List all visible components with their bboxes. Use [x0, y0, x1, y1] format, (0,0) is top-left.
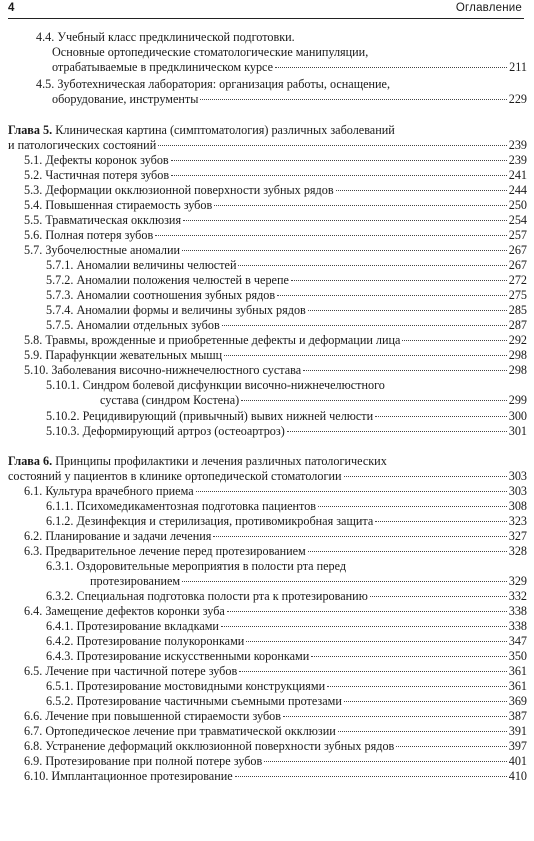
chapter-title-text: Принципы профилактики и лечения различных патологических: [52, 454, 387, 468]
toc-page-number: 211: [509, 60, 527, 74]
dot-leader: [291, 280, 507, 281]
toc-entry[interactable]: [0, 288, 534, 302]
dot-leader: [158, 145, 506, 146]
toc-page-number: 328: [508, 544, 527, 558]
toc-page-number: 323: [508, 514, 527, 528]
dot-leader: [375, 416, 507, 417]
dot-leader: [287, 431, 507, 432]
dot-leader: [196, 491, 507, 492]
dot-leader: [277, 295, 507, 296]
toc-entry[interactable]: [0, 92, 534, 106]
dot-leader: [318, 506, 507, 507]
toc-page-number: 241: [508, 168, 527, 182]
dot-leader: [235, 776, 507, 777]
toc-title-text: 6.5.2. Протезирование частичными съемными протезами: [46, 694, 342, 708]
toc-entry[interactable]: [0, 138, 534, 152]
toc-page-number: 275: [508, 288, 527, 302]
toc-page-number: 338: [508, 604, 527, 618]
toc-title-text: 5.10.1. Синдром болевой дисфункции височно-нижнечелюстного: [46, 378, 385, 392]
toc-entry[interactable]: [0, 228, 534, 242]
toc-entry[interactable]: [0, 183, 534, 197]
toc-page-number: 369: [508, 694, 527, 708]
toc-page-number: 401: [508, 754, 527, 768]
toc-entry[interactable]: [0, 348, 534, 362]
toc-page-number: 301: [508, 424, 527, 438]
toc-title-text: 5.4. Повышенная стираемость зубов: [24, 198, 213, 212]
toc-page-number: 250: [508, 198, 527, 212]
toc-entry[interactable]: [0, 333, 534, 347]
toc-page-number: 292: [508, 333, 527, 347]
dot-leader: [375, 521, 506, 522]
chapter-label: Глава 5.: [8, 123, 53, 137]
page-number: 4: [8, 2, 15, 14]
toc-entry[interactable]: [0, 619, 534, 633]
toc-page-number: 257: [508, 228, 527, 242]
toc-entry[interactable]: [0, 198, 534, 212]
dot-leader: [171, 175, 507, 176]
toc-entry[interactable]: [0, 529, 534, 543]
toc-title-text: и патологических состояний: [8, 138, 157, 152]
toc-title-text: 6.1.1. Психомедикаментозная подготовка пациентов: [46, 499, 317, 513]
toc-title-text: 6.3. Предварительное лечение перед протезированием: [24, 544, 306, 558]
dot-leader: [311, 656, 506, 657]
toc-entry[interactable]: [0, 544, 534, 558]
toc-title-text: оборудование, инструменты: [52, 92, 199, 106]
dot-leader: [222, 325, 507, 326]
toc-title-text: 5.3. Деформации окклюзионной поверхности зубных рядов: [24, 183, 334, 197]
toc-entry[interactable]: [0, 679, 534, 693]
dot-leader: [336, 190, 507, 191]
toc-title-text: 6.2. Планирование и задачи лечения: [24, 529, 212, 543]
toc-title-text: 6.6. Лечение при повышенной стираемости зубов: [24, 709, 282, 723]
toc-title-text: 6.10. Имплантационное протезирование: [24, 769, 233, 783]
dot-leader: [344, 476, 507, 477]
toc-entry[interactable]: [0, 589, 534, 603]
chapter-label: Глава 6.: [8, 454, 53, 468]
toc-title-text: 5.9. Парафункции жевательных мышц: [24, 348, 223, 362]
toc-line: [0, 559, 534, 573]
dot-leader: [182, 581, 507, 582]
dot-leader: [238, 265, 506, 266]
dot-leader: [275, 67, 507, 68]
toc-page-number: 338: [508, 619, 527, 633]
toc-page-number: 285: [508, 303, 527, 317]
toc-title-text: 5.6. Полная потеря зубов: [24, 228, 154, 242]
toc-entry[interactable]: [0, 484, 534, 498]
toc-title-text: 5.7. Зубочелюстные аномалии: [24, 243, 181, 257]
toc-title-text: 5.10.3. Деформирующий артроз (остеоартроз): [46, 424, 285, 438]
dot-leader: [396, 746, 506, 747]
toc-title-text: 4.4. Учебный класс предклинической подготовки.: [36, 30, 295, 44]
toc-page-number: 229: [508, 92, 527, 106]
toc-page-number: 361: [508, 679, 527, 693]
dot-leader: [303, 370, 507, 371]
dot-leader: [239, 671, 506, 672]
toc-title-text: 5.2. Частичная потеря зубов: [24, 168, 170, 182]
toc-title-text: 6.5.1. Протезирование мостовидными конструкциями: [46, 679, 326, 693]
toc-title-text: 6.4.3. Протезирование искусственными коронками: [46, 649, 310, 663]
toc-title-text: 5.7.1. Аномалии величины челюстей: [46, 258, 237, 272]
toc-title-text: 5.10. Заболевания височно-нижнечелюстного сустава: [24, 363, 302, 377]
toc-title-text: отрабатываемые в предклиническом курсе: [52, 60, 274, 74]
toc-entry[interactable]: [0, 424, 534, 438]
toc-page-number: 298: [508, 363, 527, 377]
dot-leader: [227, 611, 507, 612]
toc-entry[interactable]: [0, 60, 534, 74]
toc-page-number: 239: [508, 138, 527, 152]
dot-leader: [155, 235, 507, 236]
toc-page-number: 410: [508, 769, 527, 783]
toc-entry[interactable]: [0, 318, 534, 332]
toc-page-number: 303: [508, 484, 527, 498]
toc-page-number: 287: [508, 318, 527, 332]
dot-leader: [182, 250, 507, 251]
toc-entry[interactable]: [0, 694, 534, 708]
toc-title-text: 5.1. Дефекты коронок зубов: [24, 153, 169, 167]
toc-title-text: 5.7.2. Аномалии положения челюстей в черепе: [46, 273, 289, 287]
toc-page-number: 244: [508, 183, 527, 197]
dot-leader: [214, 205, 506, 206]
toc-entry[interactable]: [0, 469, 534, 483]
dot-leader: [241, 400, 507, 401]
toc-title-text: сустава (синдром Костена): [100, 393, 240, 407]
toc-line: [0, 45, 534, 59]
toc-title-text: 5.7.3. Аномалии соотношения зубных рядов: [46, 288, 276, 302]
toc-page-number: 387: [508, 709, 527, 723]
toc-title-text: 6.1.2. Дезинфекция и стерилизация, противомикробная защита: [46, 514, 374, 528]
dot-leader: [402, 340, 506, 341]
dot-leader: [221, 626, 507, 627]
dot-leader: [283, 716, 507, 717]
toc-entry[interactable]: [0, 303, 534, 317]
toc-entry[interactable]: [0, 258, 534, 272]
dot-leader: [308, 551, 507, 552]
toc-title-text: 6.9. Протезирование при полной потере зубов: [24, 754, 263, 768]
toc-page-number: 329: [508, 574, 527, 588]
toc-title-text: 6.1. Культура врачебного приема: [24, 484, 194, 498]
toc-page-number: 300: [508, 409, 527, 423]
dot-leader: [224, 355, 507, 356]
toc-title-text: 6.3.1. Оздоровительные мероприятия в полости рта перед: [46, 559, 347, 573]
toc-page-number: 303: [508, 469, 527, 483]
dot-leader: [171, 160, 507, 161]
toc-page-number: 397: [508, 739, 527, 753]
toc-page-number: 327: [508, 529, 527, 543]
toc-line: [0, 30, 534, 44]
toc-title-text: 5.10.2. Рецидивирующий (привычный) вывих нижней челюсти: [46, 409, 374, 423]
toc-entry[interactable]: [0, 664, 534, 678]
toc-entry[interactable]: [0, 363, 534, 377]
toc-entry[interactable]: [0, 754, 534, 768]
toc-entry[interactable]: [0, 769, 534, 783]
toc-line: [0, 77, 534, 91]
dot-leader: [338, 731, 507, 732]
header-title: Оглавление: [455, 2, 522, 14]
dot-leader: [213, 536, 506, 537]
toc-entry[interactable]: [0, 499, 534, 513]
toc-page-number: 298: [508, 348, 527, 362]
toc-page-number: 308: [508, 499, 527, 513]
toc-title-text: 5.7.5. Аномалии отдельных зубов: [46, 318, 220, 332]
dot-leader: [327, 686, 507, 687]
toc-entry[interactable]: [0, 213, 534, 227]
toc-page-number: 332: [508, 589, 527, 603]
toc-page-number: 267: [508, 243, 527, 257]
toc-entry[interactable]: [0, 168, 534, 182]
toc-page-number: 361: [508, 664, 527, 678]
toc-page-number: 347: [508, 634, 527, 648]
dot-leader: [344, 701, 507, 702]
dot-leader: [308, 310, 507, 311]
toc-title-text: 6.8. Устранение деформаций окклюзионной поверхности зубных рядов: [24, 739, 395, 753]
dot-leader: [183, 220, 507, 221]
chapter-heading: [0, 454, 534, 468]
toc-entry[interactable]: [0, 604, 534, 618]
toc-entry[interactable]: [0, 409, 534, 423]
toc-page-number: 299: [508, 393, 527, 407]
dot-leader: [200, 99, 506, 100]
toc-entry[interactable]: [0, 574, 534, 588]
toc-title-text: 6.7. Ортопедическое лечение при травматической окклюзии: [24, 724, 336, 738]
toc-title-text: состояний у пациентов в клинике ортопедической стоматологии: [8, 469, 342, 483]
toc-page-number: 272: [508, 273, 527, 287]
toc-title-text: 6.4.2. Протезирование полукоронками: [46, 634, 245, 648]
toc-title-text: 5.8. Травмы, врожденные и приобретенные дефекты и деформации лица: [24, 333, 401, 347]
toc-line: [0, 378, 534, 392]
dot-leader: [370, 596, 507, 597]
toc-title-text: 6.4. Замещение дефектов коронки зуба: [24, 604, 225, 618]
toc-title-text: 6.3.2. Специальная подготовка полости рта к протезированию: [46, 589, 368, 603]
toc-title-text: 4.5. Зуботехническая лаборатория: организация работы, оснащение,: [36, 77, 390, 91]
chapter-title-text: Клиническая картина (симптоматология) различных заболеваний: [52, 123, 395, 137]
toc-entry[interactable]: [0, 709, 534, 723]
toc-entry[interactable]: [0, 724, 534, 738]
toc-page-number: 391: [508, 724, 527, 738]
toc-title-text: протезированием: [90, 574, 181, 588]
dot-leader: [264, 761, 506, 762]
toc-entry[interactable]: [0, 739, 534, 753]
toc-page-number: 239: [508, 153, 527, 167]
toc-page-number: 350: [508, 649, 527, 663]
toc-entry[interactable]: [0, 273, 534, 287]
chapter-heading: [0, 123, 534, 137]
toc-page-number: 254: [508, 213, 527, 227]
toc-entry[interactable]: [0, 243, 534, 257]
toc-entry[interactable]: [0, 153, 534, 167]
toc-title-text: Основные ортопедические стоматологические манипуляции,: [52, 45, 369, 59]
dot-leader: [246, 641, 506, 642]
toc-title-text: 5.5. Травматическая окклюзия: [24, 213, 182, 227]
toc-entry[interactable]: [0, 393, 534, 407]
toc-title-text: 6.5. Лечение при частичной потере зубов: [24, 664, 238, 678]
toc-title-text: 6.4.1. Протезирование вкладками: [46, 619, 219, 633]
toc-entry[interactable]: [0, 514, 534, 528]
toc-page-number: 267: [508, 258, 527, 272]
toc-entry[interactable]: [0, 634, 534, 648]
toc-title-text: 5.7.4. Аномалии формы и величины зубных рядов: [46, 303, 306, 317]
toc-entry[interactable]: [0, 649, 534, 663]
